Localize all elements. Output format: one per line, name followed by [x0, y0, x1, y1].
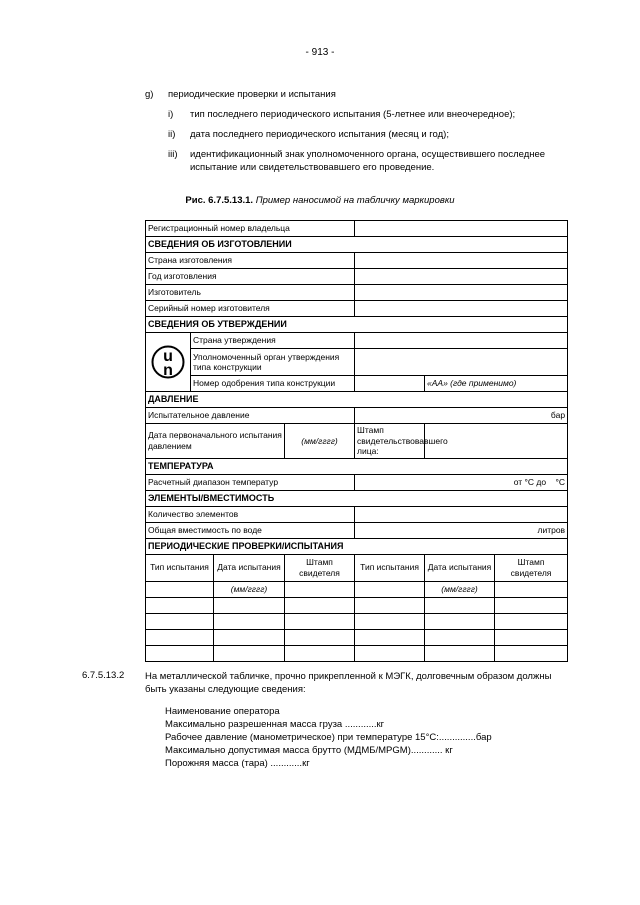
country-manufacture-value	[355, 253, 568, 269]
test-date-header-2: Дата испытания	[425, 554, 495, 581]
list-item-iii-line2: испытание или свидетельствовавшего его проведение.	[190, 162, 435, 173]
list-item-iii-line1: идентификационный знак уполномоченного органа, осуществившего последнее	[190, 149, 546, 160]
test-pressure-label: Испытательное давление	[146, 408, 355, 424]
country-manufacture-label: Страна изготовления	[146, 253, 355, 269]
section-periodic: ПЕРИОДИЧЕСКИЕ ПРОВЕРКИ/ИСПЫТАНИЯ	[146, 538, 568, 554]
figure-caption	[0, 195, 640, 206]
manufacturer-value	[355, 285, 568, 301]
date-format-2: (мм/гггг)	[425, 581, 495, 597]
year-manufacture-label: Год изготовления	[146, 269, 355, 285]
section-paragraph	[145, 670, 570, 696]
date-format-1: (мм/гггг)	[214, 581, 285, 597]
list-item-iii	[190, 148, 568, 174]
section-elements: ЭЛЕМЕНТЫ/ВМЕСТИМОСТЬ	[146, 490, 568, 506]
un-symbol-n: n	[163, 362, 173, 379]
aa-note: «AA» (где применимо)	[425, 376, 568, 392]
list-item-ii: дата последнего периодического испытания (месяц и год);	[190, 129, 449, 140]
owner-reg-label: Регистрационный номер владельца	[146, 221, 355, 237]
initial-test-date-label: Дата первоначального испытания давлением	[146, 424, 285, 459]
list-item: Рабочее давление (манометрическое) при температуре 15°С:..............бар	[165, 732, 492, 743]
serial-label: Серийный номер изготовителя	[146, 301, 355, 317]
figure-caption-text: Пример наносимой на табличку маркировки	[255, 195, 455, 206]
list-item: Максимально разрешенная масса груза ............кг	[165, 719, 385, 730]
table-row	[146, 581, 568, 597]
section-paragraph-line1: На металлической табличке, прочно прикрепленной к МЭГК, долговечным образом должны	[145, 671, 552, 682]
year-manufacture-value	[355, 269, 568, 285]
design-approval-value	[355, 376, 425, 392]
section-temperature: ТЕМПЕРАТУРА	[146, 458, 568, 474]
total-capacity-unit: литров	[355, 522, 568, 538]
table-row	[146, 629, 568, 645]
section-pressure: ДАВЛЕНИЕ	[146, 392, 568, 408]
design-temp-range: от °C до °C	[355, 474, 568, 490]
witness-stamp-label: Штамп свидетельствовавшего лица:	[355, 424, 425, 459]
list-item: Наименование оператора	[165, 706, 280, 717]
test-date-header-1: Дата испытания	[214, 554, 285, 581]
manufacturer-label: Изготовитель	[146, 285, 355, 301]
witness-stamp-header-2: Штамп свидетеля	[495, 554, 568, 581]
section-manufacture: СВЕДЕНИЯ ОБ ИЗГОТОВЛЕНИИ	[146, 237, 568, 253]
design-approval-label: Номер одобрения типа конструкции	[191, 376, 355, 392]
design-temp-label: Расчетный диапазон температур	[146, 474, 355, 490]
initial-test-date-format: (мм/гггг)	[285, 424, 355, 459]
table-row	[146, 597, 568, 613]
section-approval: СВЕДЕНИЯ ОБ УТВЕРЖДЕНИИ	[146, 317, 568, 333]
authority-value	[355, 349, 568, 376]
list-item: Максимально допустимая масса брутто (МДМБ/MPGM)............ кг	[165, 745, 453, 756]
list-marker-ii: ii)	[168, 129, 176, 140]
table-row	[146, 613, 568, 629]
section-number: 6.7.5.13.2	[82, 670, 125, 681]
test-pressure-unit: бар	[355, 408, 568, 424]
list-marker-iii: iii)	[168, 149, 178, 160]
page-number: - 913 -	[305, 47, 335, 58]
un-packaging-symbol-icon	[151, 343, 185, 381]
element-count-value	[355, 506, 568, 522]
figure-caption-label: Рис. 6.7.5.13.1.	[185, 195, 254, 206]
test-type-header-1: Тип испытания	[146, 554, 214, 581]
element-count-label: Количество элементов	[146, 506, 355, 522]
section-paragraph-line2: быть указаны следующие сведения:	[145, 684, 306, 695]
list-item: Порожняя масса (тара) ............кг	[165, 758, 310, 769]
un-symbol-cell	[146, 333, 191, 392]
total-capacity-label: Общая вместимость по воде	[146, 522, 355, 538]
witness-stamp-header-1: Штамп свидетеля	[285, 554, 355, 581]
un-symbol-u: u	[163, 348, 173, 365]
list-marker-g: g)	[145, 89, 154, 100]
country-approval-label: Страна утверждения	[191, 333, 355, 349]
list-item-g: периодические проверки и испытания	[168, 89, 336, 100]
test-type-header-2: Тип испытания	[355, 554, 425, 581]
table-row	[146, 645, 568, 661]
list-item-i: тип последнего периодического испытания (5-летнее или внеочередное);	[190, 109, 516, 120]
authority-label: Уполномоченный орган утверждения типа конструкции	[191, 349, 355, 376]
list-marker-i: i)	[168, 109, 174, 120]
marking-plate-table	[145, 220, 568, 662]
serial-value	[355, 301, 568, 317]
country-approval-value	[355, 333, 568, 349]
owner-reg-value	[355, 221, 568, 237]
